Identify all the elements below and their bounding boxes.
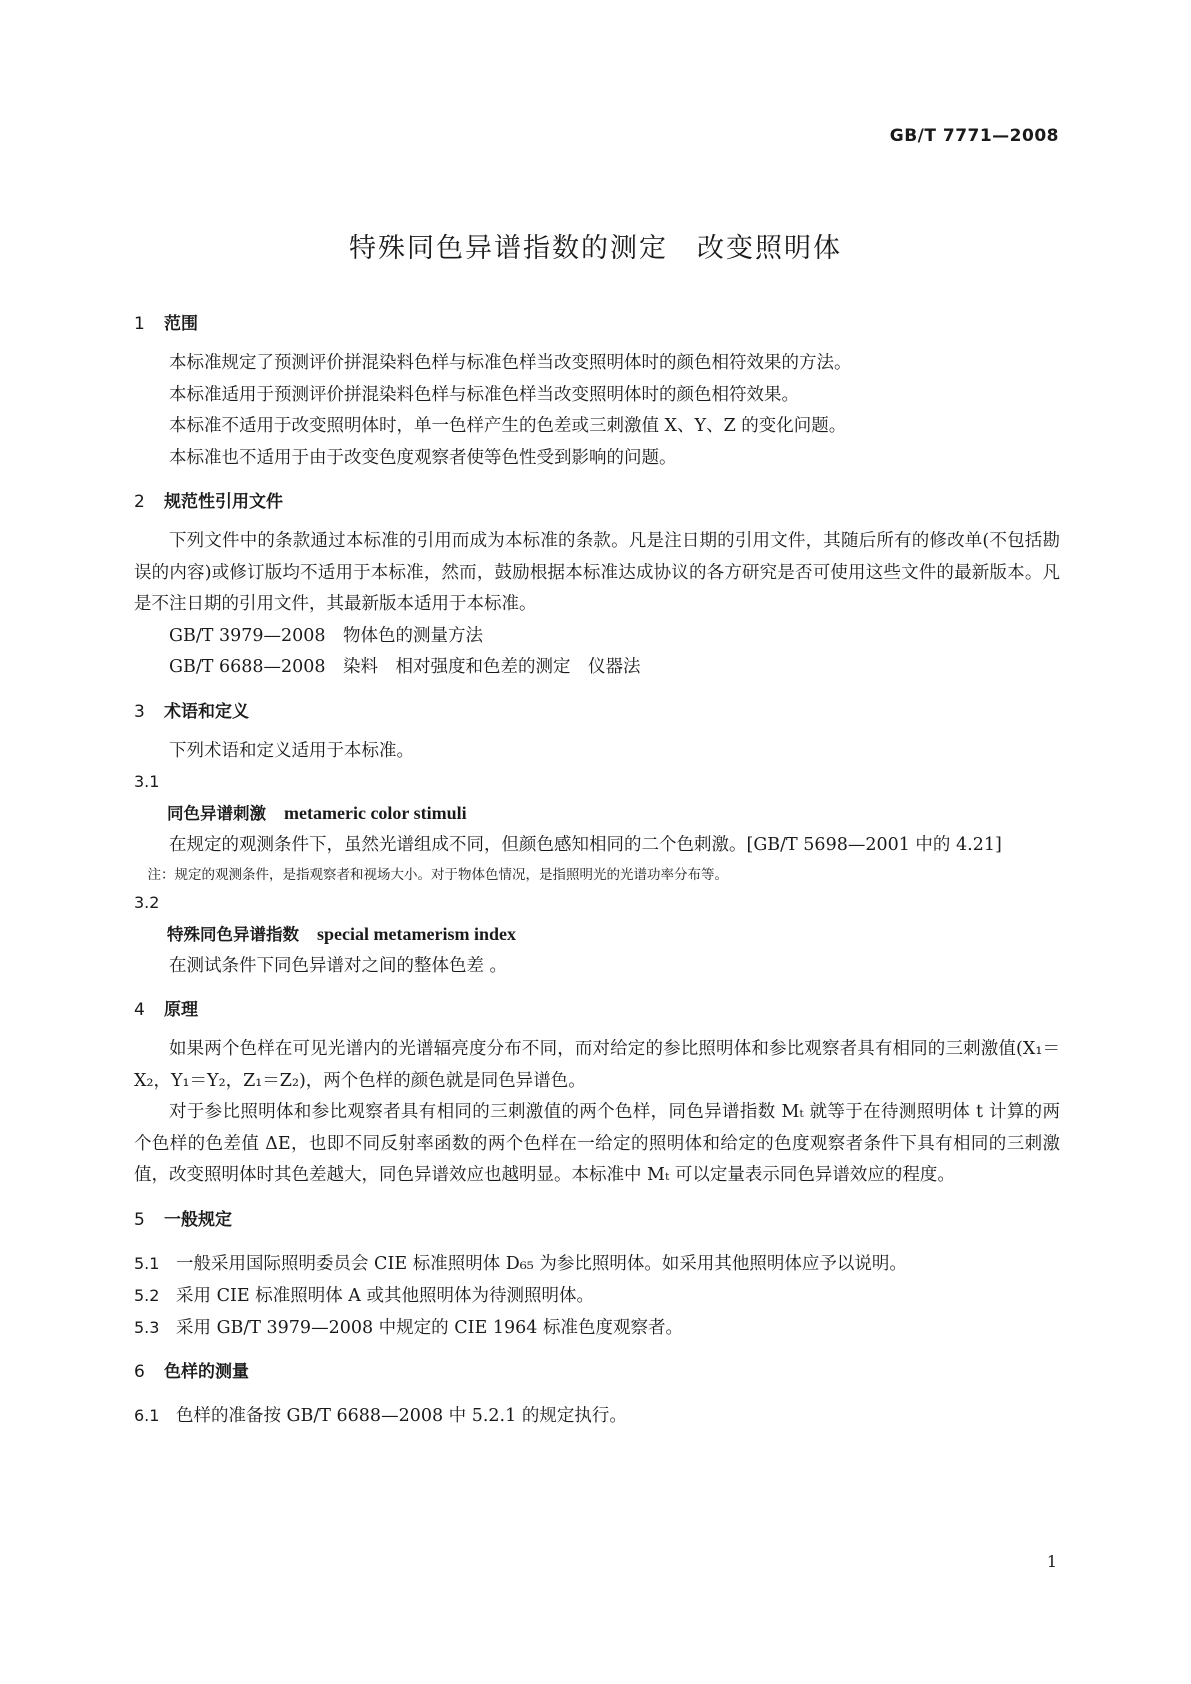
clause-number: 5.3 [134, 1317, 160, 1337]
clause-text: 色样的准备按 GB/T 6688—2008 中 5.2.1 的规定执行。 [176, 1405, 627, 1426]
section-title: 规范性引用文件 [164, 492, 283, 512]
section-title: 术语和定义 [164, 701, 249, 722]
page-number: 1 [1046, 1552, 1057, 1571]
section-title: 范围 [164, 314, 198, 334]
term-number: 3.2 [134, 892, 160, 912]
paragraph: 本标准不适用于改变照明体时，单一色样产生的色差或三刺激值 X、Y、Z 的变化问题。 [169, 416, 847, 436]
clause-number: 6.1 [134, 1405, 160, 1425]
clause-number: 5.1 [134, 1253, 160, 1273]
clause-text: 采用 GB/T 3979—2008 中规定的 CIE 1964 标准色度观察者。 [176, 1317, 683, 1338]
section-number: 1 [134, 314, 145, 334]
paragraph: 对于参比照明体和参比观察者具有相同的三刺激值的两个色样，同色异谱指数 Mₜ 就等于在待测照明体 t 计算的两个色样的色差值 ΔE，也即不同反射率函数的两个色样在一给定的照明体和给定的色度观察者条件下具有相同的三刺激值，改变照明体时其色差越大，同色异谱效应也越明显。本标准中 Mₜ 可以定量表示同色异谱效应的程度。 [134, 1102, 1060, 1185]
section-number: 6 [134, 1361, 145, 1382]
section-number: 2 [134, 492, 145, 512]
section-title: 色样的测量 [164, 1361, 249, 1382]
reference-item: GB/T 3979—2008 物体色的测量方法 [169, 625, 484, 646]
reference-item: GB/T 6688—2008 染料 相对强度和色差的测定 仪器法 [169, 657, 641, 677]
term-number: 3.1 [134, 772, 160, 791]
term-chinese: 同色异谱刺激 [167, 804, 266, 823]
section-heading-1 [134, 312, 1060, 336]
section-heading-6 [134, 1360, 1060, 1384]
paragraph: 下列文件中的条款通过本标准的引用而成为本标准的条款。凡是注日期的引用文件，其随后所有的修改单(不包括勘误的内容)或修订版均不适用于本标准，然而，鼓励根据本标准达成协议的各方研究是否可使用这些文件的最新版本。凡是不注日期的引用文件，其最新版本适用于本标准。 [134, 531, 1060, 614]
document-title: 特殊同色异谱指数的测定 改变照明体 [349, 233, 842, 264]
clause-6-1 [134, 1400, 1060, 1432]
term-english: metameric color stimuli [284, 803, 467, 823]
clause-text: 采用 CIE 标准照明体 A 或其他照明体为待测照明体。 [176, 1285, 594, 1306]
section-heading-3 [134, 700, 1060, 724]
term-definition: 在规定的观测条件下，虽然光谱组成不同，但颜色感知相同的二个色刺激。[GB/T 5698—2001 中的 4.21] [169, 835, 1002, 855]
term-chinese: 特殊同色异谱指数 [167, 924, 299, 944]
clause-5-2 [134, 1280, 1060, 1312]
section-heading-2 [134, 490, 1060, 514]
section-title: 一般规定 [164, 1209, 232, 1230]
note: 注：规定的观测条件，是指观察者和视场大小。对于物体色情况，是指照明光的光谱功率分布等。 [147, 866, 728, 883]
section-number: 3 [134, 701, 145, 722]
paragraph: 下列术语和定义适用于本标准。 [169, 740, 414, 761]
section-title: 原理 [164, 1000, 198, 1020]
paragraph: 本标准适用于预测评价拼混染料色样与标准色样当改变照明体时的颜色相符效果。 [169, 384, 799, 405]
section-heading-4 [134, 998, 1060, 1022]
paragraph: 本标准规定了预测评价拼混染料色样与标准色样当改变照明体时的颜色相符效果的方法。 [169, 353, 852, 373]
document-body [134, 312, 1060, 1432]
section-number: 4 [134, 1000, 145, 1020]
term-english: special metamerism index [317, 923, 516, 944]
clause-5-3 [134, 1312, 1060, 1344]
clause-5-1 [134, 1248, 1060, 1280]
clause-text: 一般采用国际照明委员会 CIE 标准照明体 D₆₅ 为参比照明体。如采用其他照明体应予以说明。 [176, 1253, 907, 1274]
section-number: 5 [134, 1209, 145, 1230]
clause-number: 5.2 [134, 1285, 160, 1305]
standard-number: GB/T 7771—2008 [889, 126, 1059, 146]
term-entry [134, 918, 1060, 951]
term-entry [134, 797, 1060, 830]
paragraph: 本标准也不适用于由于改变色度观察者使等色性受到影响的问题。 [169, 447, 677, 468]
paragraph: 如果两个色样在可见光谱内的光谱辐亮度分布不同，而对给定的参比照明体和参比观察者具有相同的三刺激值(X₁＝X₂，Y₁＝Y₂，Z₁＝Z₂)，两个色样的颜色就是同色异谱色。 [134, 1039, 1060, 1091]
term-definition: 在测试条件下同色异谱对之间的整体色差 。 [169, 955, 508, 976]
section-heading-5 [134, 1208, 1060, 1232]
